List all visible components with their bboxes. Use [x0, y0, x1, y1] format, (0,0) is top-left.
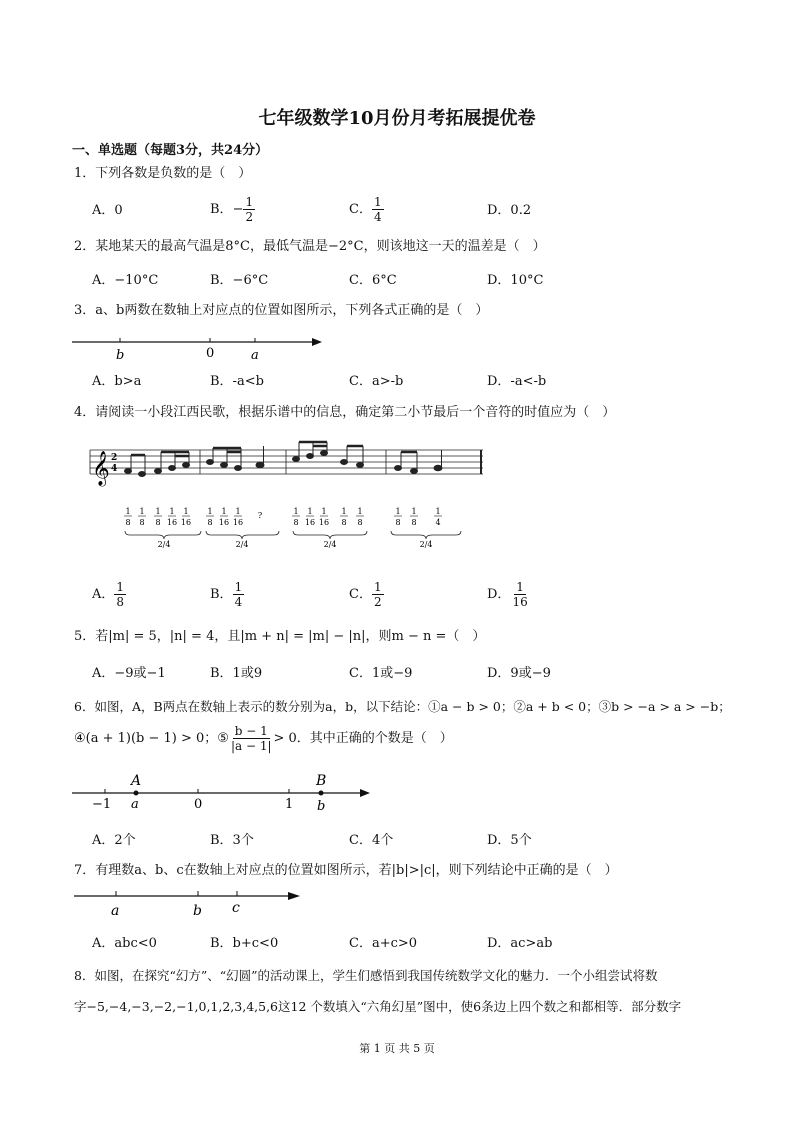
q5-option-a: A．−9或−1	[92, 666, 166, 681]
q7-axis-b: b	[193, 903, 202, 919]
svg-text:2/4: 2/4	[419, 540, 433, 549]
q4-duration-num: 1	[169, 507, 175, 516]
q4-duration-num: 1	[395, 507, 401, 516]
q4-duration-den: 8	[341, 518, 347, 527]
q4-music-score	[88, 438, 488, 568]
q3-option-b: B．-a<b	[210, 374, 264, 389]
q4-option-b: B． $\frac{1}{4}$	[210, 580, 243, 609]
q5-option-b: B．1或9	[210, 666, 263, 681]
q6-point-A: A	[131, 773, 142, 789]
q6-stem-line2: ④(a + 1)(b − 1) > 0；⑤ $\frac{b - 1}{|a - 1|}$ > 0．其中正确的个数是（ ）	[74, 724, 453, 753]
q4-treble-clef-icon: 𝄞	[92, 451, 110, 486]
q1-c-label: C．	[349, 201, 372, 217]
q7-option-b: B．b+c<0	[210, 936, 279, 951]
q6-label-b: b	[317, 799, 326, 814]
q4-duration-den: 8	[207, 518, 213, 527]
q4-total-labels	[158, 540, 433, 549]
q4-duration-den: 8	[125, 518, 131, 527]
q6-tick-zero: 0	[194, 797, 203, 812]
q7-stem: 7．有理数a、b、c在数轴上对应点的位置如图所示，若|b|>|c|，则下列结论中正确的是（ ）	[74, 863, 618, 878]
q3-number-line	[70, 332, 330, 364]
q4-duration-unknown: ?	[257, 511, 263, 520]
q6-number-line	[70, 770, 380, 816]
q1-option-c	[349, 195, 384, 224]
q6-stem-line1: 6．如图，A，B两点在数轴上表示的数分别为a，b，以下结论：①a − b > 0；②a + b < 0；③b > −a > a > −b；	[74, 699, 731, 714]
q4-duration-den: 4	[435, 518, 441, 527]
q4-option-a: A． $\frac{1}{8}$	[92, 580, 125, 609]
q3-axis-zero: 0	[206, 346, 215, 361]
q4-duration-den: 16	[166, 518, 178, 527]
q4-duration-den: 8	[139, 518, 145, 527]
q4-duration-num: 1	[235, 507, 241, 516]
q4-duration-num: 1	[207, 507, 213, 516]
svg-text:2/4: 2/4	[157, 540, 171, 549]
q4-duration-num: 1	[183, 507, 189, 516]
q7-option-d: D．ac>ab	[487, 936, 553, 951]
q4-measure-3	[293, 442, 364, 468]
q4-duration-num: 1	[341, 507, 347, 516]
q1-stem: 1．下列各数是负数的是（ ）	[74, 166, 252, 181]
q8-line2: 字−5,−4,−3,−2,−1,0,1,2,3,4,5,6这12 个数填入“六角幻星”图中，使6条边上四个数之和都相等．部分数字	[74, 999, 682, 1014]
q6-fraction: $\frac{b - 1}{|a - 1|}$	[230, 724, 272, 753]
q1-option-d: D．0.2	[487, 203, 532, 218]
q1-b-label: B．	[210, 201, 233, 217]
q6-label-a: a	[131, 797, 139, 812]
q5-stem: 5．若|m| = 5，|n| = 4，且|m + n| = |m| − |n|，则m − n =（ ）	[74, 629, 486, 644]
q3-axis-a: a	[251, 348, 259, 363]
q4-option-c: C． $\frac{1}{2}$	[349, 580, 382, 609]
q5-option-d: D．9或−9	[487, 666, 551, 681]
section-heading: 一、单选题（每题3分，共24分）	[72, 143, 269, 158]
q3-option-a: A．b>a	[92, 374, 142, 389]
q4-duration-den: 8	[357, 518, 363, 527]
q2-stem: 2．某地某天的最高气温是8°C，最低气温是−2°C，则该地这一天的温差是（ ）	[74, 239, 546, 254]
q6-point-B: B	[316, 773, 327, 789]
q5-option-c: C．1或−9	[349, 666, 413, 681]
q7-option-a: A．abc<0	[92, 936, 157, 951]
q7-axis-c: c	[232, 900, 240, 916]
q4-time-top: 2	[111, 453, 118, 463]
q6-option-c: C．4个	[349, 833, 394, 848]
q4-duration-num: 1	[321, 507, 327, 516]
q4-duration-den: 8	[395, 518, 401, 527]
q1-option-a: A．0	[92, 203, 123, 218]
page-title: 七年级数学10月份月考拓展提优卷	[258, 108, 536, 129]
q4-duration-num: 1	[411, 507, 417, 516]
q4-duration-num: 1	[293, 507, 299, 516]
q4-duration-den: 8	[155, 518, 161, 527]
q1-c-fraction: $\frac{1}{4}$	[373, 195, 382, 224]
q1-b-sign: −	[232, 201, 244, 217]
q7-option-c: C．a+c>0	[349, 936, 418, 951]
q4-duration-num: 1	[307, 507, 313, 516]
q4-duration-num: 1	[155, 507, 161, 516]
q6-option-a: A．2个	[92, 833, 136, 848]
q6-tick-one: 1	[285, 797, 294, 812]
q2-option-a: A．−10°C	[92, 273, 159, 288]
q2-option-c: C．6°C	[349, 273, 397, 288]
svg-text:2/4: 2/4	[323, 540, 337, 549]
q6-option-d: D．5个	[487, 833, 532, 848]
q4-duration-num: 1	[221, 507, 227, 516]
q4-duration-num: 1	[139, 507, 145, 516]
q2-option-d: D．10°C	[487, 273, 544, 288]
page-footer: 第 1 页 共 5 页	[359, 1042, 435, 1055]
q8-line1: 8．如图，在探究“幻方”、“幻圆”的活动课上，学生们感悟到我国传统数学文化的魅力．一个小组尝试将数	[74, 968, 658, 983]
q7-number-line	[70, 884, 310, 920]
q1-b-fraction: $\frac{1}{2}$	[245, 195, 254, 224]
q3-axis-b: b	[116, 348, 125, 363]
q1-option-b	[210, 195, 255, 224]
q4-stem: 4．请阅读一小段江西民歌，根据乐谱中的信息，确定第二小节最后一个音符的时值应为（ ）	[74, 405, 616, 420]
q4-duration-num: 1	[125, 507, 131, 516]
q4-time-bottom: 4	[111, 464, 118, 474]
q6-tick-neg1: −1	[92, 797, 112, 812]
svg-text:2/4: 2/4	[235, 540, 249, 549]
q4-duration-den: 16	[180, 518, 192, 527]
q4-duration-den: 16	[218, 518, 230, 527]
q3-stem: 3．a、b两数在数轴上对应点的位置如图所示，下列各式正确的是（ ）	[74, 303, 489, 318]
q2-option-b: B．−6°C	[210, 273, 269, 288]
q3-option-c: C．a>-b	[349, 374, 404, 389]
q4-duration-den: 8	[411, 518, 417, 527]
q7-axis-a: a	[111, 903, 120, 919]
q4-duration-den: 16	[232, 518, 244, 527]
q6-option-b: B．3个	[210, 833, 254, 848]
q4-duration-den: 16	[304, 518, 316, 527]
q4-duration-num: 1	[435, 507, 441, 516]
q4-duration-num: 1	[357, 507, 363, 516]
q3-option-d: D．-a<-b	[487, 374, 547, 389]
q4-duration-den: 16	[318, 518, 330, 527]
q4-duration-den: 8	[293, 518, 299, 527]
q4-option-d: D． $\frac{1}{16}$	[487, 580, 528, 609]
